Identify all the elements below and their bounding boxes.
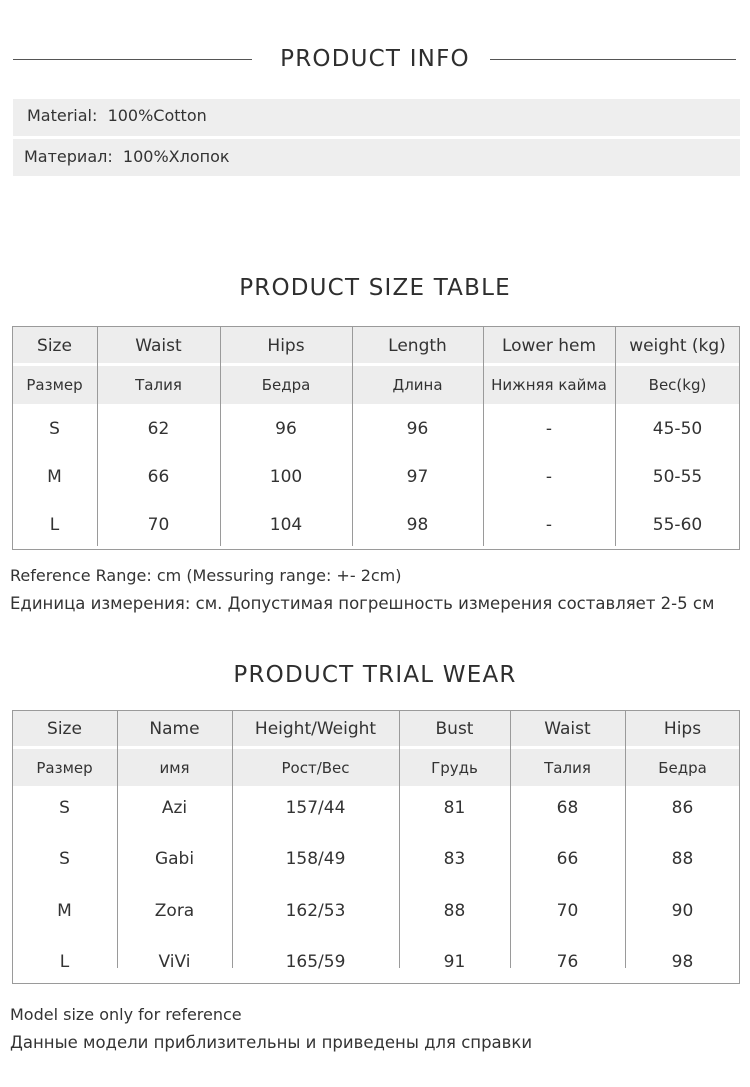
size-header-ru-cell: Нижняя кайма: [491, 375, 607, 394]
trial-header-ru-cell: Грудь: [431, 759, 478, 777]
size-header-cell: Size: [37, 336, 72, 356]
trial-row-cell: 157/44: [285, 798, 346, 818]
size-note-en: Reference Range: cm (Messuring range: +- 2cm): [10, 566, 402, 585]
trial-row-cell: Gabi: [154, 849, 195, 869]
size-header-cell: Length: [388, 336, 447, 356]
size-row-cell: 45-50: [652, 419, 703, 439]
trial-row-cell: 88: [671, 849, 694, 869]
size-table-bottom-border: [12, 549, 740, 550]
size-row-cell: 96: [406, 419, 429, 439]
size-row-cell: 96: [275, 419, 297, 439]
trial-row-cell: 90: [671, 901, 694, 921]
title-rule-right: [490, 59, 736, 60]
trial-table-bottom-border: [12, 983, 740, 984]
trial-header-cell: Bust: [435, 718, 474, 739]
material-ru-row: [13, 139, 740, 176]
trial-header-ru-cell: Размер: [36, 759, 93, 777]
trial-row-cell: 81: [443, 798, 466, 818]
size-row-cell: 97: [406, 467, 429, 487]
size-row-cell: 104: [269, 515, 303, 535]
size-header-ru-cell: Бедра: [261, 375, 311, 394]
trial-table: [12, 710, 740, 984]
size-header-ru-cell: Вес(kg): [648, 375, 707, 394]
trial-header-ru-cell: Талия: [544, 759, 591, 777]
trial-header-cell: Hips: [663, 718, 702, 739]
trial-row-cell: 68: [556, 798, 579, 818]
trial-header-cell: Height/Weight: [254, 718, 377, 739]
trial-row-cell: 98: [671, 952, 694, 972]
size-row-cell: -: [545, 467, 553, 487]
trial-row-cell: 83: [443, 849, 466, 869]
material-en-row: [13, 99, 740, 136]
size-table-title: PRODUCT SIZE TABLE: [239, 275, 511, 301]
trial-row-cell: 70: [556, 901, 579, 921]
size-header-ru-cell: Длина: [392, 375, 443, 394]
trial-row-cell: 165/59: [285, 952, 346, 972]
product-info-title: PRODUCT INFO: [280, 46, 470, 72]
size-row-cell: M: [47, 467, 62, 487]
size-header-cell: Hips: [267, 336, 305, 356]
trial-row-cell: Zora: [154, 901, 195, 921]
size-header-cell: weight (kg): [629, 336, 726, 356]
material-ru-text: Материал: 100%Хлопок: [24, 147, 230, 166]
trial-row-cell: 88: [443, 901, 466, 921]
size-row-cell: 98: [406, 515, 429, 535]
size-table-top-border: [12, 326, 740, 327]
size-header-ru-cell: Талия: [135, 375, 182, 394]
trial-header-ru-cell: имя: [159, 759, 190, 777]
size-row-cell: 100: [269, 467, 303, 487]
size-row-cell: 55-60: [652, 515, 703, 535]
trial-header-cell: Size: [47, 718, 82, 739]
trial-row-cell: 76: [556, 952, 579, 972]
size-row-cell: L: [49, 515, 60, 535]
trial-row-cell: ViVi: [158, 952, 191, 972]
trial-note-en: Model size only for reference: [10, 1005, 242, 1024]
trial-row-cell: S: [59, 798, 70, 818]
trial-header-cell: Waist: [544, 718, 591, 739]
size-row-cell: S: [49, 419, 60, 439]
size-header-ru-cell: Размер: [26, 375, 83, 394]
size-note-ru: Единица измерения: см. Допустимая погрешность измерения составляет 2-5 см: [10, 594, 715, 613]
trial-row-cell: 91: [443, 952, 466, 972]
trial-row-cell: Azi: [161, 798, 188, 818]
trial-table-title: PRODUCT TRIAL WEAR: [233, 662, 517, 688]
trial-row-cell: 162/53: [285, 901, 346, 921]
size-table: [12, 326, 740, 550]
trial-header-ru-cell: Рост/Вес: [281, 759, 350, 777]
material-en-text: Material: 100%Cotton: [27, 106, 207, 125]
size-header-cell: Waist: [135, 336, 182, 356]
size-row-cell: 62: [147, 419, 170, 439]
trial-row-cell: L: [59, 952, 70, 972]
trial-header-cell: Name: [149, 718, 200, 739]
trial-row-cell: M: [57, 901, 72, 921]
trial-row-cell: 158/49: [285, 849, 346, 869]
trial-row-cell: 66: [556, 849, 579, 869]
size-row-cell: -: [545, 419, 553, 439]
trial-header-ru-cell: Бедра: [658, 759, 707, 777]
trial-row-cell: S: [59, 849, 70, 869]
size-row-cell: -: [545, 515, 553, 535]
size-header-cell: Lower hem: [501, 336, 597, 356]
trial-header-divider: [12, 746, 740, 749]
size-row-cell: 50-55: [652, 467, 703, 487]
trial-row-cell: 86: [671, 798, 694, 818]
size-row-cell: 66: [147, 467, 170, 487]
size-row-cell: 70: [147, 515, 170, 535]
trial-note-ru: Данные модели приблизительны и приведены для справки: [10, 1033, 533, 1052]
